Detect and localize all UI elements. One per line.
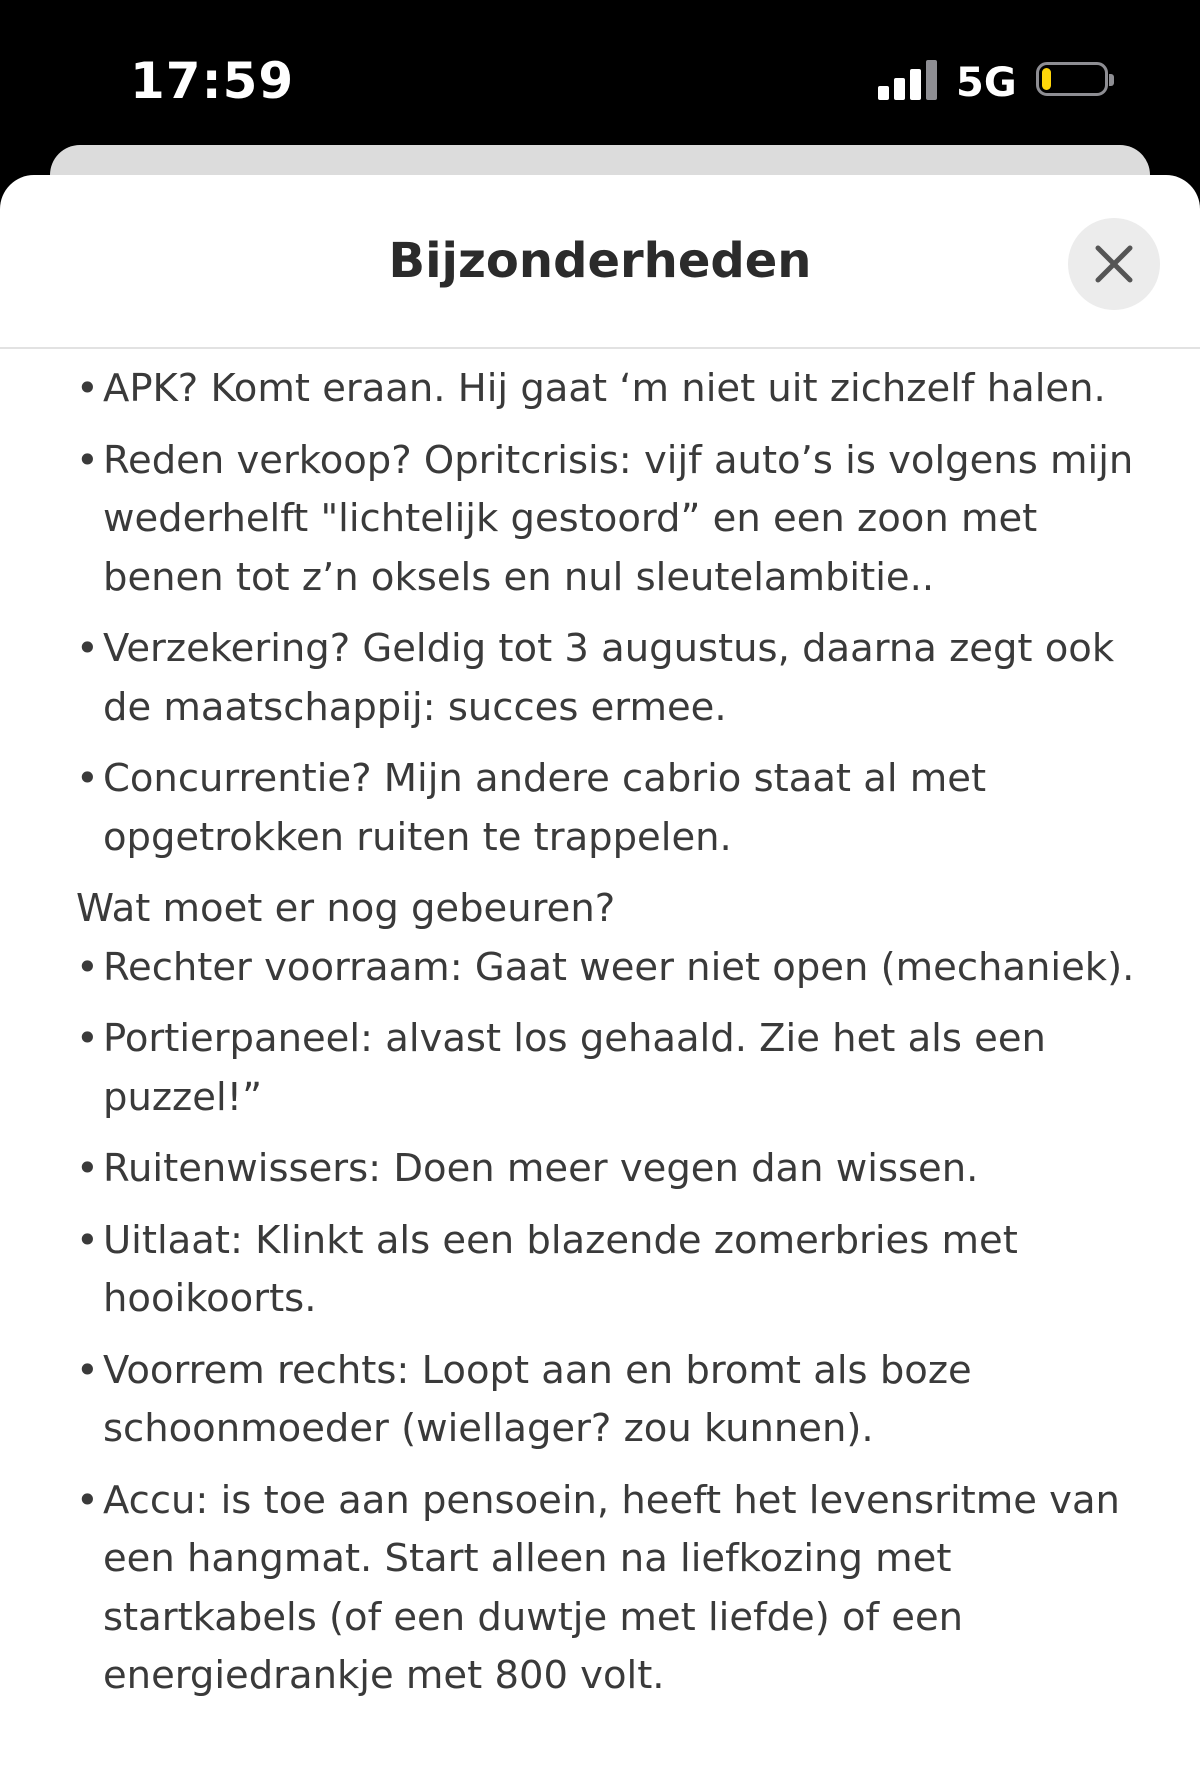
details-sheet: [0, 175, 1200, 1783]
close-button[interactable]: [1068, 218, 1160, 310]
sheet-title: Bijzonderheden: [388, 233, 812, 289]
list-item: • Rechter voorraam: Gaat weer niet open (mechaniek).: [76, 939, 1136, 998]
section-heading: Wat moet er nog gebeuren?: [76, 886, 616, 931]
list-item: • Ruitenwissers: Doen meer vegen dan wissen.: [76, 1140, 1136, 1199]
list-item: • Verzekering? Geldig tot 3 augustus, daarna zegt ook de maatschappij: succes ermee.: [76, 620, 1136, 737]
close-icon: [1094, 244, 1134, 284]
sheet-header: [0, 175, 1200, 349]
list-item: • Voorrem rechts: Loopt aan en bromt als boze schoonmoeder (wiellager? zou kunnen).: [76, 1342, 1136, 1459]
list-item: • Reden verkoop? Opritcrisis: vijf auto’s is volgens mijn wederhelft "lichtelijk gestoord” en een zoon met benen tot z’n oksels en nul sleutelambitie..: [76, 432, 1136, 608]
status-time: 17:59: [130, 52, 295, 110]
list-item: • Portierpaneel: alvast los gehaald. Zie het als een puzzel!”: [76, 1010, 1136, 1127]
status-bar: [0, 0, 1200, 150]
battery-level: [1042, 68, 1051, 90]
network-label: 5G: [956, 60, 1017, 106]
list-item: • Uitlaat: Klinkt als een blazende zomerbries met hooikoorts.: [76, 1212, 1136, 1329]
list-item: • Concurrentie? Mijn andere cabrio staat al met opgetrokken ruiten te trappelen.: [76, 750, 1136, 867]
list-item: • APK? Komt eraan. Hij gaat ‘m niet uit zichzelf halen.: [76, 360, 1136, 419]
list-item: • Accu: is toe aan pensoein, heeft het levensritme van een hangmat. Start alleen na liefkozing met startkabels (of een duwtje met liefde) of een energiedrankje met 800 volt.: [76, 1472, 1136, 1706]
signal-icon: [878, 58, 938, 100]
details-content: [76, 360, 1136, 1719]
battery-icon: [1036, 62, 1108, 96]
